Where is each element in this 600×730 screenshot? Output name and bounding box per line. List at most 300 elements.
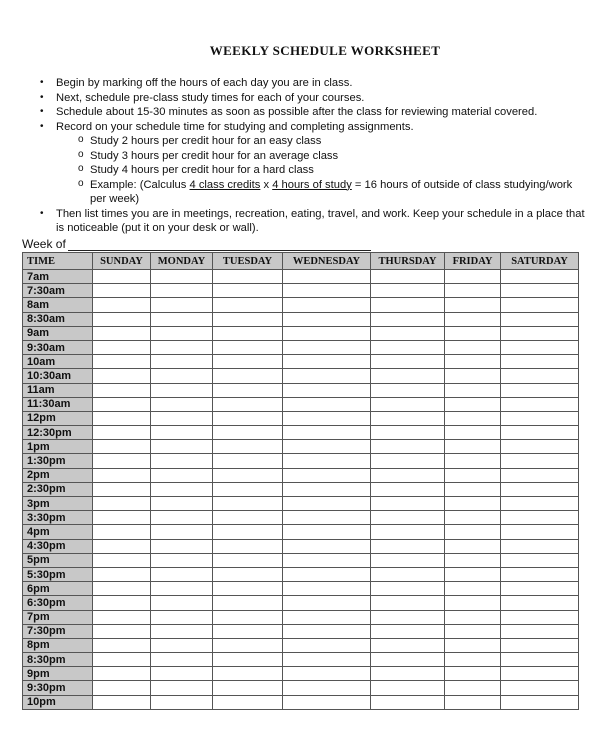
- schedule-cell[interactable]: [283, 411, 371, 425]
- time-slot-label: 8:30pm: [23, 653, 93, 667]
- schedule-cell[interactable]: [371, 525, 445, 539]
- sub-instruction-item: o Study 3 hours per credit hour for an average class: [78, 149, 590, 164]
- schedule-cell[interactable]: [283, 596, 371, 610]
- schedule-row: [23, 582, 579, 596]
- schedule-cell[interactable]: [501, 426, 579, 440]
- schedule-cell[interactable]: [213, 582, 283, 596]
- schedule-cell[interactable]: [371, 695, 445, 709]
- schedule-cell[interactable]: [151, 525, 213, 539]
- schedule-cell[interactable]: [93, 369, 151, 383]
- time-slot-label: 1pm: [23, 440, 93, 454]
- schedule-row: [23, 525, 579, 539]
- schedule-cell[interactable]: [93, 411, 151, 425]
- schedule-cell[interactable]: [213, 482, 283, 496]
- time-slot-label: 7pm: [23, 610, 93, 624]
- schedule-cell[interactable]: [283, 582, 371, 596]
- schedule-cell[interactable]: [501, 298, 579, 312]
- schedule-cell[interactable]: [213, 553, 283, 567]
- schedule-cell[interactable]: [213, 681, 283, 695]
- schedule-cell[interactable]: [213, 383, 283, 397]
- schedule-cell[interactable]: [283, 426, 371, 440]
- schedule-cell[interactable]: [501, 454, 579, 468]
- schedule-cell[interactable]: [93, 695, 151, 709]
- schedule-cell[interactable]: [501, 497, 579, 511]
- time-slot-label: 9am: [23, 326, 93, 340]
- time-slot-label: 8:30am: [23, 312, 93, 326]
- schedule-cell[interactable]: [445, 383, 501, 397]
- schedule-cell[interactable]: [93, 525, 151, 539]
- schedule-cell[interactable]: [151, 482, 213, 496]
- schedule-cell[interactable]: [501, 539, 579, 553]
- schedule-cell[interactable]: [445, 270, 501, 284]
- schedule-cell[interactable]: [501, 596, 579, 610]
- schedule-cell[interactable]: [151, 454, 213, 468]
- schedule-cell[interactable]: [445, 610, 501, 624]
- schedule-row: [23, 284, 579, 298]
- schedule-cell[interactable]: [283, 270, 371, 284]
- schedule-cell[interactable]: [93, 596, 151, 610]
- schedule-cell[interactable]: [371, 355, 445, 369]
- schedule-cell[interactable]: [283, 497, 371, 511]
- time-slot-label: 6:30pm: [23, 596, 93, 610]
- schedule-cell[interactable]: [501, 667, 579, 681]
- schedule-cell[interactable]: [501, 567, 579, 581]
- sub-instruction-example: [78, 178, 590, 207]
- schedule-row: [23, 440, 579, 454]
- schedule-cell[interactable]: [371, 497, 445, 511]
- schedule-cell[interactable]: [213, 511, 283, 525]
- schedule-header-row: [23, 253, 579, 270]
- schedule-cell[interactable]: [501, 511, 579, 525]
- week-of-label: Week of: [22, 237, 66, 251]
- schedule-cell[interactable]: [151, 440, 213, 454]
- study-guidelines-list: [56, 134, 590, 207]
- schedule-cell[interactable]: [283, 454, 371, 468]
- schedule-cell[interactable]: [151, 582, 213, 596]
- schedule-cell[interactable]: [445, 624, 501, 638]
- schedule-cell[interactable]: [151, 369, 213, 383]
- schedule-cell[interactable]: [283, 610, 371, 624]
- schedule-cell[interactable]: [93, 567, 151, 581]
- schedule-cell[interactable]: [93, 610, 151, 624]
- schedule-cell[interactable]: [93, 653, 151, 667]
- schedule-row: [23, 298, 579, 312]
- schedule-cell[interactable]: [93, 468, 151, 482]
- schedule-row: [23, 355, 579, 369]
- schedule-cell[interactable]: [93, 681, 151, 695]
- schedule-cell[interactable]: [151, 298, 213, 312]
- time-slot-label: 9:30pm: [23, 681, 93, 695]
- time-slot-label: 7:30pm: [23, 624, 93, 638]
- schedule-row: [23, 468, 579, 482]
- schedule-cell[interactable]: [445, 497, 501, 511]
- schedule-cell[interactable]: [93, 426, 151, 440]
- schedule-cell[interactable]: [445, 511, 501, 525]
- schedule-cell[interactable]: [501, 638, 579, 652]
- time-slot-label: 4pm: [23, 525, 93, 539]
- schedule-cell[interactable]: [445, 553, 501, 567]
- schedule-cell[interactable]: [445, 567, 501, 581]
- schedule-cell[interactable]: [93, 440, 151, 454]
- schedule-row: [23, 567, 579, 581]
- schedule-cell[interactable]: [213, 525, 283, 539]
- schedule-cell[interactable]: [93, 539, 151, 553]
- schedule-cell[interactable]: [93, 624, 151, 638]
- schedule-cell[interactable]: [283, 397, 371, 411]
- schedule-cell[interactable]: [213, 539, 283, 553]
- schedule-cell[interactable]: [445, 681, 501, 695]
- schedule-cell[interactable]: [501, 695, 579, 709]
- header-sunday: SUNDAY: [93, 253, 151, 270]
- schedule-cell[interactable]: [371, 610, 445, 624]
- schedule-cell[interactable]: [151, 411, 213, 425]
- schedule-cell[interactable]: [213, 667, 283, 681]
- schedule-cell[interactable]: [283, 312, 371, 326]
- schedule-row: [23, 695, 579, 709]
- schedule-cell[interactable]: [213, 497, 283, 511]
- header-wednesday: WEDNESDAY: [283, 253, 371, 270]
- schedule-cell[interactable]: [213, 397, 283, 411]
- schedule-cell[interactable]: [213, 326, 283, 340]
- schedule-cell[interactable]: [151, 468, 213, 482]
- schedule-cell[interactable]: [213, 624, 283, 638]
- schedule-cell[interactable]: [371, 312, 445, 326]
- time-slot-label: 10am: [23, 355, 93, 369]
- schedule-cell[interactable]: [283, 553, 371, 567]
- schedule-cell[interactable]: [93, 312, 151, 326]
- schedule-row: [23, 270, 579, 284]
- schedule-cell[interactable]: [151, 596, 213, 610]
- schedule-cell[interactable]: [445, 411, 501, 425]
- schedule-row: [23, 624, 579, 638]
- schedule-cell[interactable]: [213, 298, 283, 312]
- schedule-cell[interactable]: [151, 624, 213, 638]
- schedule-cell[interactable]: [501, 355, 579, 369]
- worksheet-title: WEEKLY SCHEDULE WORKSHEET: [209, 43, 441, 58]
- schedule-row: [23, 653, 579, 667]
- schedule-cell[interactable]: [213, 369, 283, 383]
- schedule-cell[interactable]: [213, 270, 283, 284]
- schedule-cell[interactable]: [151, 397, 213, 411]
- schedule-cell[interactable]: [501, 610, 579, 624]
- schedule-cell[interactable]: [283, 525, 371, 539]
- schedule-cell[interactable]: [283, 340, 371, 354]
- schedule-cell[interactable]: [501, 525, 579, 539]
- time-slot-label: 7am: [23, 270, 93, 284]
- schedule-cell[interactable]: [445, 397, 501, 411]
- schedule-cell[interactable]: [445, 638, 501, 652]
- schedule-cell[interactable]: [151, 638, 213, 652]
- sub-instruction-item: o Study 2 hours per credit hour for an easy class: [78, 134, 590, 149]
- schedule-cell[interactable]: [213, 596, 283, 610]
- schedule-cell[interactable]: [151, 340, 213, 354]
- schedule-cell[interactable]: [371, 638, 445, 652]
- schedule-cell[interactable]: [501, 681, 579, 695]
- instructions-list: [40, 76, 590, 236]
- schedule-cell[interactable]: [445, 667, 501, 681]
- schedule-row: [23, 369, 579, 383]
- schedule-cell[interactable]: [151, 383, 213, 397]
- schedule-cell[interactable]: [283, 284, 371, 298]
- schedule-cell[interactable]: [93, 667, 151, 681]
- schedule-cell[interactable]: [371, 369, 445, 383]
- schedule-cell[interactable]: [151, 511, 213, 525]
- schedule-cell[interactable]: [445, 340, 501, 354]
- schedule-cell[interactable]: [501, 440, 579, 454]
- schedule-row: [23, 397, 579, 411]
- schedule-cell[interactable]: [213, 610, 283, 624]
- example-hours: 4 hours of study: [272, 178, 352, 191]
- schedule-row: [23, 511, 579, 525]
- schedule-cell[interactable]: [283, 567, 371, 581]
- schedule-cell[interactable]: [371, 397, 445, 411]
- time-slot-label: 7:30am: [23, 284, 93, 298]
- schedule-cell[interactable]: [93, 270, 151, 284]
- schedule-cell[interactable]: [445, 539, 501, 553]
- schedule-cell[interactable]: [283, 638, 371, 652]
- schedule-cell[interactable]: [445, 582, 501, 596]
- schedule-cell[interactable]: [283, 667, 371, 681]
- time-slot-label: 10pm: [23, 695, 93, 709]
- schedule-cell[interactable]: [93, 340, 151, 354]
- schedule-cell[interactable]: [371, 383, 445, 397]
- schedule-cell[interactable]: [151, 426, 213, 440]
- schedule-cell[interactable]: [151, 695, 213, 709]
- schedule-row: [23, 553, 579, 567]
- schedule-cell[interactable]: [93, 397, 151, 411]
- schedule-cell[interactable]: [501, 468, 579, 482]
- schedule-cell[interactable]: [371, 539, 445, 553]
- time-slot-label: 9pm: [23, 667, 93, 681]
- schedule-cell[interactable]: [151, 553, 213, 567]
- schedule-cell[interactable]: [151, 312, 213, 326]
- example-credits: 4 class credits: [189, 178, 261, 191]
- schedule-cell[interactable]: [371, 411, 445, 425]
- schedule-cell[interactable]: [151, 610, 213, 624]
- instruction-item: • Begin by marking off the hours of each day you are in class.: [40, 76, 590, 91]
- schedule-row: [23, 638, 579, 652]
- schedule-cell[interactable]: [501, 270, 579, 284]
- schedule-cell[interactable]: [445, 596, 501, 610]
- time-slot-label: 12pm: [23, 411, 93, 425]
- schedule-cell[interactable]: [501, 411, 579, 425]
- schedule-row: [23, 596, 579, 610]
- schedule-cell[interactable]: [445, 312, 501, 326]
- schedule-cell[interactable]: [93, 298, 151, 312]
- schedule-cell[interactable]: [213, 695, 283, 709]
- schedule-cell[interactable]: [93, 284, 151, 298]
- schedule-cell[interactable]: [445, 653, 501, 667]
- schedule-cell[interactable]: [501, 482, 579, 496]
- schedule-cell[interactable]: [445, 440, 501, 454]
- schedule-cell[interactable]: [213, 340, 283, 354]
- schedule-row: [23, 667, 579, 681]
- schedule-row: [23, 454, 579, 468]
- schedule-cell[interactable]: [213, 653, 283, 667]
- week-of-field[interactable]: [22, 237, 371, 251]
- schedule-cell[interactable]: [501, 624, 579, 638]
- time-slot-label: 4:30pm: [23, 539, 93, 553]
- time-slot-label: 3pm: [23, 497, 93, 511]
- schedule-cell[interactable]: [371, 440, 445, 454]
- schedule-cell[interactable]: [213, 411, 283, 425]
- schedule-cell[interactable]: [371, 482, 445, 496]
- schedule-cell[interactable]: [283, 695, 371, 709]
- schedule-table: [22, 252, 579, 710]
- schedule-cell[interactable]: [445, 482, 501, 496]
- schedule-cell[interactable]: [501, 326, 579, 340]
- schedule-cell[interactable]: [371, 582, 445, 596]
- schedule-cell[interactable]: [445, 454, 501, 468]
- schedule-cell[interactable]: [445, 369, 501, 383]
- schedule-cell[interactable]: [213, 567, 283, 581]
- schedule-cell[interactable]: [151, 270, 213, 284]
- schedule-cell[interactable]: [501, 397, 579, 411]
- schedule-cell[interactable]: [283, 355, 371, 369]
- schedule-row: [23, 539, 579, 553]
- schedule-cell[interactable]: [445, 298, 501, 312]
- schedule-cell[interactable]: [213, 284, 283, 298]
- schedule-cell[interactable]: [283, 539, 371, 553]
- schedule-cell[interactable]: [445, 426, 501, 440]
- schedule-cell[interactable]: [445, 525, 501, 539]
- schedule-cell[interactable]: [371, 553, 445, 567]
- time-slot-label: 1:30pm: [23, 454, 93, 468]
- schedule-cell[interactable]: [371, 567, 445, 581]
- week-of-blank-line[interactable]: [68, 238, 371, 251]
- example-suffix: = 16 hours of outside of class studying/work per week): [90, 178, 573, 205]
- schedule-cell[interactable]: [501, 340, 579, 354]
- schedule-cell[interactable]: [213, 312, 283, 326]
- schedule-cell[interactable]: [151, 326, 213, 340]
- schedule-cell[interactable]: [371, 270, 445, 284]
- schedule-cell[interactable]: [283, 369, 371, 383]
- schedule-cell[interactable]: [501, 582, 579, 596]
- schedule-cell[interactable]: [93, 497, 151, 511]
- time-slot-label: 6pm: [23, 582, 93, 596]
- schedule-cell[interactable]: [283, 482, 371, 496]
- example-prefix: Example: (Calculus: [90, 178, 190, 191]
- schedule-cell[interactable]: [445, 326, 501, 340]
- schedule-cell[interactable]: [501, 284, 579, 298]
- sub-instruction-item: o Study 4 hours per credit hour for a hard class: [78, 163, 590, 178]
- schedule-cell[interactable]: [151, 539, 213, 553]
- example-times: x: [260, 178, 273, 191]
- schedule-cell[interactable]: [371, 511, 445, 525]
- schedule-row: [23, 340, 579, 354]
- schedule-cell[interactable]: [213, 638, 283, 652]
- time-slot-label: 12:30pm: [23, 426, 93, 440]
- schedule-cell[interactable]: [445, 284, 501, 298]
- schedule-cell[interactable]: [283, 326, 371, 340]
- schedule-cell[interactable]: [213, 468, 283, 482]
- schedule-cell[interactable]: [283, 468, 371, 482]
- schedule-body: [23, 270, 579, 710]
- header-saturday: SATURDAY: [501, 253, 579, 270]
- schedule-cell[interactable]: [445, 355, 501, 369]
- time-slot-label: 3:30pm: [23, 511, 93, 525]
- schedule-cell[interactable]: [283, 440, 371, 454]
- schedule-cell[interactable]: [501, 383, 579, 397]
- schedule-cell[interactable]: [93, 355, 151, 369]
- schedule-cell[interactable]: [151, 667, 213, 681]
- schedule-cell[interactable]: [501, 553, 579, 567]
- schedule-cell[interactable]: [283, 511, 371, 525]
- schedule-cell[interactable]: [93, 638, 151, 652]
- schedule-cell[interactable]: [151, 567, 213, 581]
- header-monday: MONDAY: [151, 253, 213, 270]
- schedule-cell[interactable]: [151, 681, 213, 695]
- schedule-cell[interactable]: [371, 596, 445, 610]
- time-slot-label: 2pm: [23, 468, 93, 482]
- schedule-cell[interactable]: [151, 497, 213, 511]
- schedule-cell[interactable]: [283, 681, 371, 695]
- schedule-cell[interactable]: [93, 553, 151, 567]
- schedule-cell[interactable]: [371, 298, 445, 312]
- schedule-cell[interactable]: [93, 482, 151, 496]
- instruction-text: Record on your schedule time for studying and completing assignments.: [56, 120, 414, 133]
- schedule-cell[interactable]: [93, 383, 151, 397]
- schedule-cell[interactable]: [371, 667, 445, 681]
- schedule-cell[interactable]: [213, 355, 283, 369]
- schedule-cell[interactable]: [371, 624, 445, 638]
- schedule-cell[interactable]: [151, 355, 213, 369]
- schedule-cell[interactable]: [151, 284, 213, 298]
- time-slot-label: 8pm: [23, 638, 93, 652]
- schedule-cell[interactable]: [213, 454, 283, 468]
- schedule-cell[interactable]: [283, 653, 371, 667]
- schedule-row: [23, 411, 579, 425]
- schedule-cell[interactable]: [501, 369, 579, 383]
- header-friday: FRIDAY: [445, 253, 501, 270]
- schedule-cell[interactable]: [283, 624, 371, 638]
- time-slot-label: 5:30pm: [23, 567, 93, 581]
- schedule-cell[interactable]: [151, 653, 213, 667]
- schedule-cell[interactable]: [93, 582, 151, 596]
- schedule-cell[interactable]: [371, 284, 445, 298]
- time-slot-label: 9:30am: [23, 340, 93, 354]
- instruction-item: • Then list times you are in meetings, recreation, eating, travel, and work. Keep your schedule in a place that is noticeable (put it on your desk or wall).: [40, 207, 590, 236]
- schedule-cell[interactable]: [283, 383, 371, 397]
- schedule-cell[interactable]: [93, 326, 151, 340]
- schedule-cell[interactable]: [93, 454, 151, 468]
- schedule-cell[interactable]: [371, 653, 445, 667]
- schedule-cell[interactable]: [213, 426, 283, 440]
- schedule-row: [23, 326, 579, 340]
- schedule-cell[interactable]: [501, 653, 579, 667]
- schedule-cell[interactable]: [371, 326, 445, 340]
- instruction-item: [40, 120, 590, 207]
- schedule-row: [23, 312, 579, 326]
- time-slot-label: 11:30am: [23, 397, 93, 411]
- schedule-cell[interactable]: [213, 440, 283, 454]
- schedule-cell[interactable]: [93, 511, 151, 525]
- schedule-cell[interactable]: [445, 468, 501, 482]
- time-slot-label: 2:30pm: [23, 482, 93, 496]
- schedule-cell[interactable]: [371, 468, 445, 482]
- schedule-cell[interactable]: [445, 695, 501, 709]
- header-time: TIME: [23, 253, 93, 270]
- schedule-cell[interactable]: [371, 681, 445, 695]
- schedule-cell[interactable]: [371, 426, 445, 440]
- schedule-cell[interactable]: [501, 312, 579, 326]
- time-slot-label: 5pm: [23, 553, 93, 567]
- schedule-cell[interactable]: [371, 340, 445, 354]
- schedule-cell[interactable]: [371, 454, 445, 468]
- time-slot-label: 10:30am: [23, 369, 93, 383]
- time-slot-label: 11am: [23, 383, 93, 397]
- schedule-cell[interactable]: [283, 298, 371, 312]
